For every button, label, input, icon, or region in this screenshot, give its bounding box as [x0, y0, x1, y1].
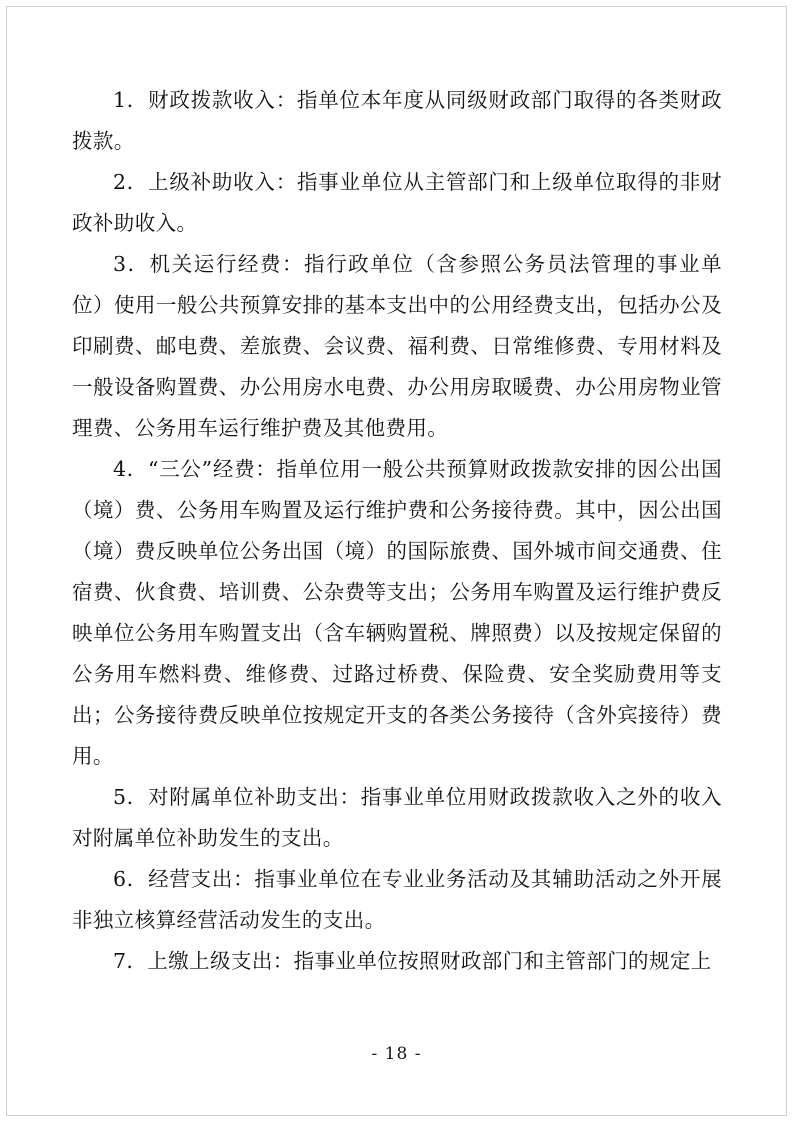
page-number: - 18 - [371, 1044, 422, 1064]
paragraph: 4．“三公”经费：指单位用一般公共预算财政拨款安排的因公出国（境）费、公务用车购置及运行维护费和公务接待费。其中，因公出国（境）费反映单位公务出国（境）的国际旅费、国外城市间交通费、住宿费、伙食费、培训费、公杂费等支出；公务用车购置及运行维护费反映单位公务用车购置支出（含车辆购置税、牌照费）以及按规定保留的公务用车燃料费、维修费、过路过桥费、保险费、安全奖励费用等支出；公务接待费反映单位按规定开支的各类公务接待（含外宾接待）费用。 [72, 457, 722, 768]
paragraph: 2．上级补助收入：指事业单位从主管部门和上级单位取得的非财政补助收入。 [72, 170, 722, 235]
paragraph: 3．机关运行经费：指行政单位（含参照公务员法管理的事业单位）使用一般公共预算安排的基本支出中的公用经费支出，包括办公及印刷费、邮电费、差旅费、会议费、福利费、日常维修费、专用材料及一般设备购置费、办公用房水电费、办公用房取暖费、办公用房物业管理费、公务用车运行维护费及其他费用。 [72, 252, 722, 440]
paragraph: 7．上缴上级支出：指事业单位按照财政部门和主管部门的规定上 [113, 949, 712, 973]
paragraph: 5．对附属单位补助支出：指事业单位用财政拨款收入之外的收入对附属单位补助发生的支出。 [72, 785, 722, 850]
paragraph: 1．财政拨款收入：指单位本年度从同级财政部门取得的各类财政拨款。 [72, 88, 722, 153]
document-body [72, 80, 722, 982]
paragraph: 6．经营支出：指事业单位在专业业务活动及其辅助活动之外开展非独立核算经营活动发生的支出。 [72, 867, 722, 932]
